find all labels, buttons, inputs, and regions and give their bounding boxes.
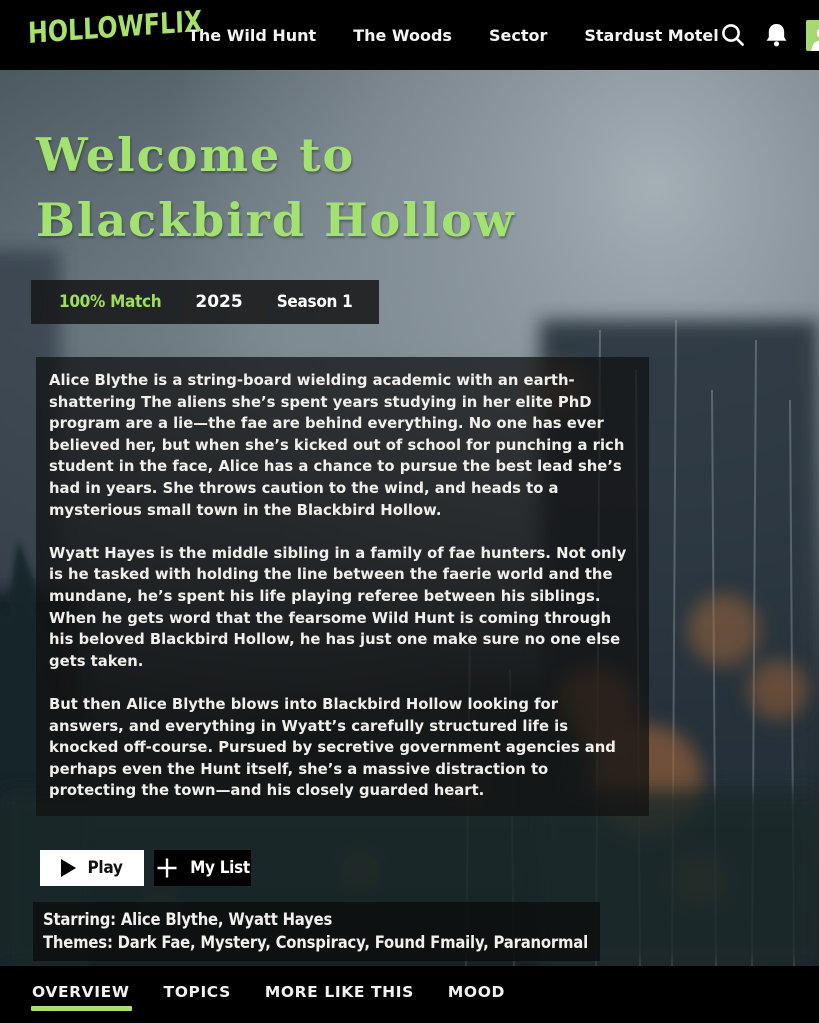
- bell-icon[interactable]: [764, 22, 789, 49]
- nav-link-sector[interactable]: Sector: [488, 25, 548, 45]
- show-title-line2: Blackbird Hollow: [36, 193, 516, 247]
- tab-mood-label: MOOD: [447, 982, 505, 1001]
- credits-panel: [33, 902, 600, 961]
- play-icon: [61, 859, 76, 877]
- plus-icon: [155, 856, 179, 880]
- tab-more-like-this[interactable]: [265, 983, 414, 1001]
- my-list-button-label: My List: [190, 857, 250, 878]
- action-buttons-row: [40, 850, 819, 886]
- meta-bar: [31, 280, 379, 324]
- primary-nav: [188, 26, 719, 45]
- synopsis-paragraph-2: Wyatt Hayes is the middle sibling in a family of fae hunters. Not only is he tasked with holding the line between the faerie world and the mundane, he’s spent his life playing referee between his siblings. When he gets word that the fearsome Wild Hunt is coming through his beloved Blackbird Hollow, he has just one make sure no one else gets taken.: [49, 544, 627, 670]
- tab-more-like-this-label: MORE LIKE THIS: [264, 982, 414, 1001]
- profile-avatar[interactable]: [806, 20, 819, 51]
- navbar-right-cluster: [719, 20, 819, 51]
- synopsis-panel: [36, 357, 649, 816]
- synopsis-paragraph-3: But then Alice Blythe blows into Blackbird Hollow looking for answers, and everything in Wyatt’s carefully structured life is knocked off-course. Pursued by secretive government agencies and perhaps even the Hunt itself, she’s a massive distraction to protecting the town—and his closely guarded heart.: [49, 695, 616, 800]
- tab-topics[interactable]: [164, 983, 231, 1001]
- show-title: [36, 123, 819, 253]
- season-label: Season 1: [276, 292, 353, 312]
- active-tab-underline: [31, 1006, 132, 1011]
- nav-link-the-woods[interactable]: The Woods: [353, 25, 452, 45]
- bottom-tab-bar: [0, 966, 819, 1023]
- tab-mood[interactable]: [448, 983, 505, 1001]
- hero-content: [0, 70, 819, 966]
- play-button-label: Play: [87, 857, 123, 878]
- hollowflix-logo[interactable]: HOLLOWFLIX: [27, 3, 203, 51]
- nav-link-stardust-motel[interactable]: Stardust Motel: [584, 25, 719, 45]
- show-title-line1: Welcome to: [36, 128, 356, 182]
- search-icon[interactable]: [719, 21, 747, 49]
- tab-topics-label: TOPICS: [163, 982, 231, 1001]
- match-percentage: 100% Match: [59, 292, 162, 312]
- nav-link-the-wild-hunt[interactable]: The Wild Hunt: [188, 25, 317, 45]
- tab-overview[interactable]: [32, 983, 130, 1001]
- my-list-button[interactable]: [154, 850, 251, 886]
- hero-section: [0, 70, 819, 966]
- play-button[interactable]: [40, 850, 144, 886]
- synopsis-paragraph-1: Alice Blythe is a string-board wielding academic with an earth-shattering The aliens she’s spent years studying in her elite PhD program are a lie—the fae are behind everything. No one has ever believed her, but when she’s kicked out of school for punching a rich student in the face, Alice has a chance to pursue the best lead she’s had in years. She throws caution to the wind, and heads to a mysterious small town in the Blackbird Hollow.: [49, 372, 625, 519]
- starring-line: Starring: Alice Blythe, Wyatt Hayes: [43, 909, 333, 929]
- release-year: 2025: [195, 292, 243, 312]
- top-navbar: [0, 0, 819, 70]
- themes-line: Themes: Dark Fae, Mystery, Conspiracy, Found Fmaily, Paranormal: [43, 932, 588, 952]
- tab-overview-label: OVERVIEW: [32, 982, 130, 1001]
